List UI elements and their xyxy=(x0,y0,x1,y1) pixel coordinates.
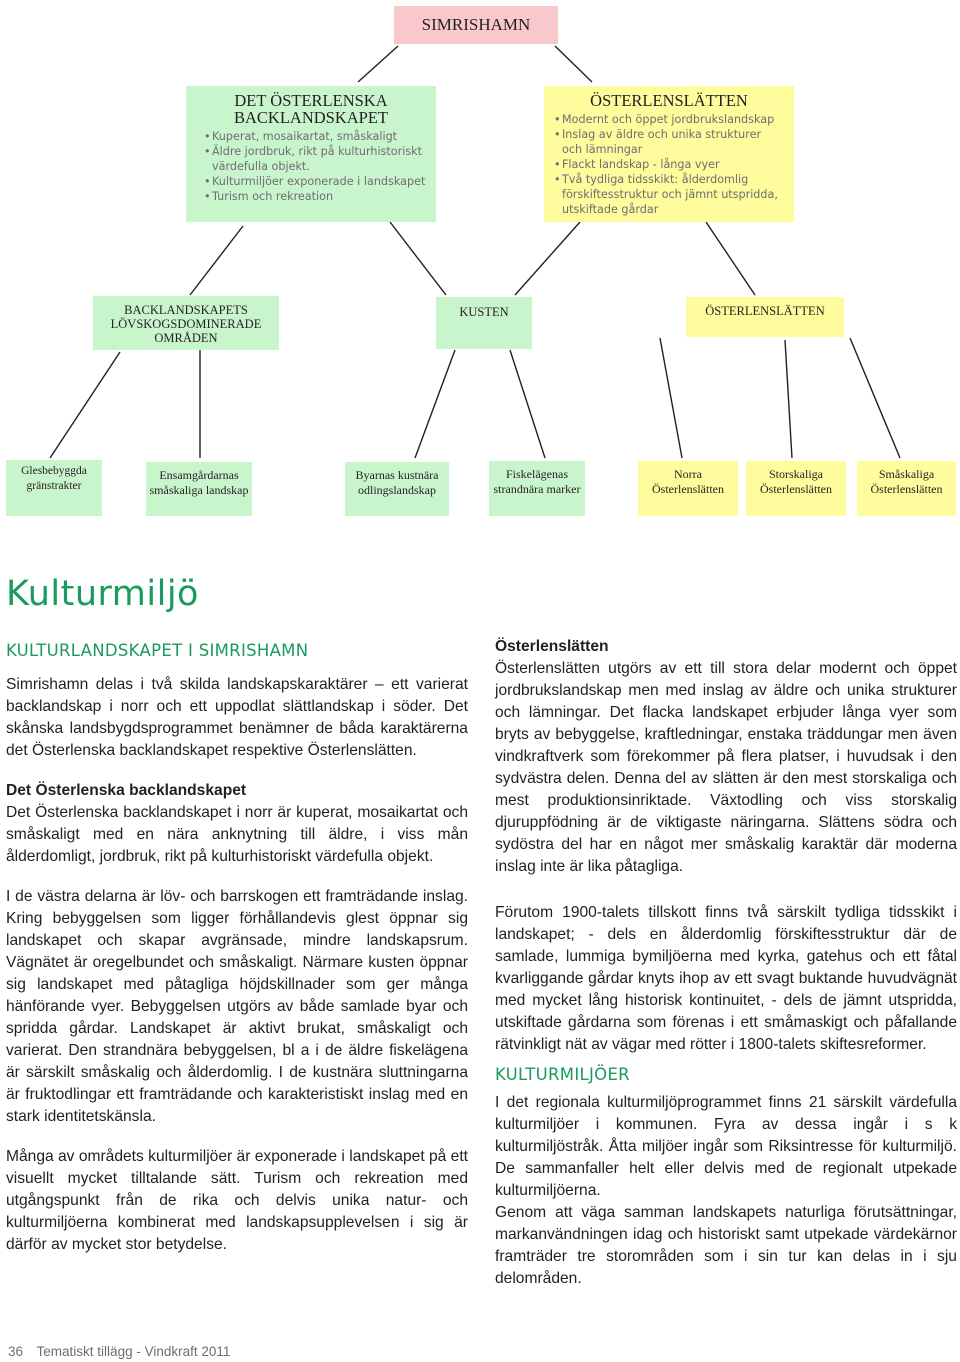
branch-bullet: • Äldre jordbruk, rikt på kulturhistoriskt värdefulla objekt. xyxy=(204,144,426,174)
paragraph: Österlenslätten utgörs av ett till stora delar modernt och öppet jordbrukslandskap men med inslag av äldre och unika strukturer och lämningar. Det flacka landskapet erbjuder långa vyer som bryts av bebyggelse, kraftledningar, enstaka träddungar men även vindkraftverk som förekommer på flera platser, i huvudsak i den sydvästra delen. Denna del av slätten är den mest storskaliga och mest produktionsinriktade. Växtodling och viss storskalig djuruppfödning är de viktigaste näringarna. Slättens södra och sydöstra del har en något mer småskalig karaktär där moderna inslag inte är lika påtagliga. xyxy=(495,660,957,875)
branch-bullet-list xyxy=(196,129,426,204)
diagram-leaf-smaskaliga: Småskaliga Österlenslätten xyxy=(857,461,956,516)
diagram-node-kusten: KUSTEN xyxy=(436,297,532,349)
connector-line xyxy=(660,338,682,458)
branch-bullet-list xyxy=(554,112,784,217)
paragraph: I de västra delarna är löv- och barrskogen ett framträdande inslag. Kring bebyggelsen som ligger förhållandevis glest öppnar sig landskapet och skapar avgränsade, mindre landskapsrum. Vägnätet är oregelbundet och småskaligt. Närmare kusten öppnar sig landskapet med påtagliga höjdskillnader som ger många hänförande vyer. Bebyggelsen utgörs av både samlade byar och spridda gårdar. Landskapet är aktivt brukat, småskaligt och varierat. Den strandnära bebyggelsen, bl a i de äldre fiskelägena är särskilt småskalig och ålderdomlig. I de kustnära sluttningarna är fruktodlingar ett framträdande och karakteristiskt inslag med en stark identitetskänsla. xyxy=(6,888,468,1125)
section-heading: KULTURMILJÖER xyxy=(495,1065,630,1084)
diagram-node-osterlenslatten: ÖSTERLENSLÄTTEN xyxy=(686,297,844,337)
branch-title: DET ÖSTERLENSKA BACKLANDSKAPET xyxy=(233,91,388,127)
connector-line xyxy=(510,350,545,458)
diagram-node-backlandskapets-lovskog: BACKLANDSKAPETS LÖVSKOGSDOMINERADE OMRÅDEN xyxy=(93,296,279,350)
page-footer xyxy=(8,1344,240,1359)
connector-line xyxy=(415,350,455,458)
connector-line xyxy=(390,222,446,295)
paragraph: Förutom 1900-talets tillskott finns två särskilt tydliga tidsskikt i landskapet; - dels en ålderdomlig förskiftesstruktur där de samlade, lummiga bymiljöerna med kyrka, gatehus och ett fåtal kvarliggande gårdar knyts ihop av ett svagt buktande huvudvägnät med mycket lång historisk kontinuitet, - dels de jämnt utspridda, utskiftade gårdarna som förenas i ett småmaskigt och påfallande rätvinkligt nät av vägar med rötter i 1800-talets skiftesreformer. xyxy=(495,904,957,1053)
diagram-root-simrishamn: SIMRISHAMN xyxy=(394,6,558,44)
branch-bullet: • Två tydliga tidsskikt: ålderdomlig förskiftesstruktur och jämnt utspridda, utskiftade gårdar xyxy=(554,172,784,217)
connector-line xyxy=(785,340,792,458)
text-column-left xyxy=(6,640,468,1274)
page-number: 36 xyxy=(8,1344,24,1359)
connector-line xyxy=(515,222,580,295)
diagram-leaf-fiskelagenas: Fiskelägenas strandnära marker xyxy=(489,461,585,516)
section-heading: KULTURLANDSKAPET I SIMRISHAMN xyxy=(6,641,309,660)
connector-line xyxy=(555,46,592,82)
diagram-leaf-ensamgardarnas: Ensamgårdarnas småskaliga landskap xyxy=(146,462,252,516)
paragraph: Genom att väga samman landskapets naturliga förutsättningar, markanvändningen idag och historiskt samt utpekade värdekärnor framträder tre storområden som i sin tur kan delas in i sju delområden. xyxy=(495,1204,957,1287)
branch-bullet: • Modernt och öppet jordbrukslandskap xyxy=(554,112,784,127)
paragraph: Många av områdets kulturmiljöer är exponerade i landskapet på ett visuellt mycket tilltalande sätt. Turism och rekreation med utgångspunkt från de rika och delvis unika natur- och kulturmiljöerna kombinerat med landskapsupplevelsen i sig är därför av mycket stor betydelse. xyxy=(6,1148,469,1253)
paragraph: Det Österlenska backlandskapet i norr är kuperat, mosaikartat och småskaligt med en nära anknytning till äldre, i viss mån ålderdomligt, jordbruk, rikt på kulturhistoriskt värdefulla objekt. xyxy=(6,804,468,865)
page-title: Kulturmiljö xyxy=(6,574,199,614)
footer-text: Tematiskt tillägg - Vindkraft 2011 xyxy=(36,1344,231,1359)
connector-line xyxy=(358,46,398,82)
branch-bullet: • Inslag av äldre och unika strukturer och lämningar xyxy=(554,127,784,157)
paragraph: Simrishamn delas i två skilda landskapskaraktärer – ett varierat backlandskap i norr och ett uppodlat slättlandskap i söder. Det skånska landsbygdsprogrammet benämner de båda karaktärerna det Österlenska backlandskapet respektive Österlenslätten. xyxy=(6,676,468,759)
branch-title: ÖSTERLENSLÄTTEN xyxy=(590,91,748,110)
paragraph: I det regionala kulturmiljöprogrammet finns 21 särskilt värdefulla kulturmiljöer i kommunen. Fyra av dessa ingår i s k kulturmiljöstråk. Åtta miljöer ingår som Riksintresse för kulturmiljö. De sammanfaller helt eller delvis med de regionalt utpekade kulturmiljöerna. xyxy=(495,1094,957,1199)
branch-bullet: • Kulturmiljöer exponerade i landskapet xyxy=(204,174,426,189)
diagram-leaf-storskaliga: Storskaliga Österlenslätten xyxy=(746,461,846,516)
diagram-branch-osterlenslatten xyxy=(544,86,794,222)
diagram-leaf-byarnas: Byarnas kustnära odlingslandskap xyxy=(345,462,449,516)
diagram-leaf-norra: Norra Österlenslätten xyxy=(638,461,738,516)
connector-line xyxy=(706,222,755,295)
branch-bullet: • Kuperat, mosaikartat, småskaligt xyxy=(204,129,426,144)
subheading: Österlenslätten xyxy=(495,638,609,655)
connector-line xyxy=(850,338,900,458)
connector-line xyxy=(190,226,243,295)
branch-bullet: • Flackt landskap - långa vyer xyxy=(554,157,784,172)
text-column-right xyxy=(495,636,957,1308)
diagram-leaf-glesbebyggda: Glesbebyggda gränstrakter xyxy=(6,460,102,516)
diagram-branch-backlandskapet xyxy=(186,86,436,222)
connector-line xyxy=(50,352,120,458)
branch-bullet: • Turism och rekreation xyxy=(204,189,426,204)
subheading: Det Österlenska backlandskapet xyxy=(6,782,247,799)
